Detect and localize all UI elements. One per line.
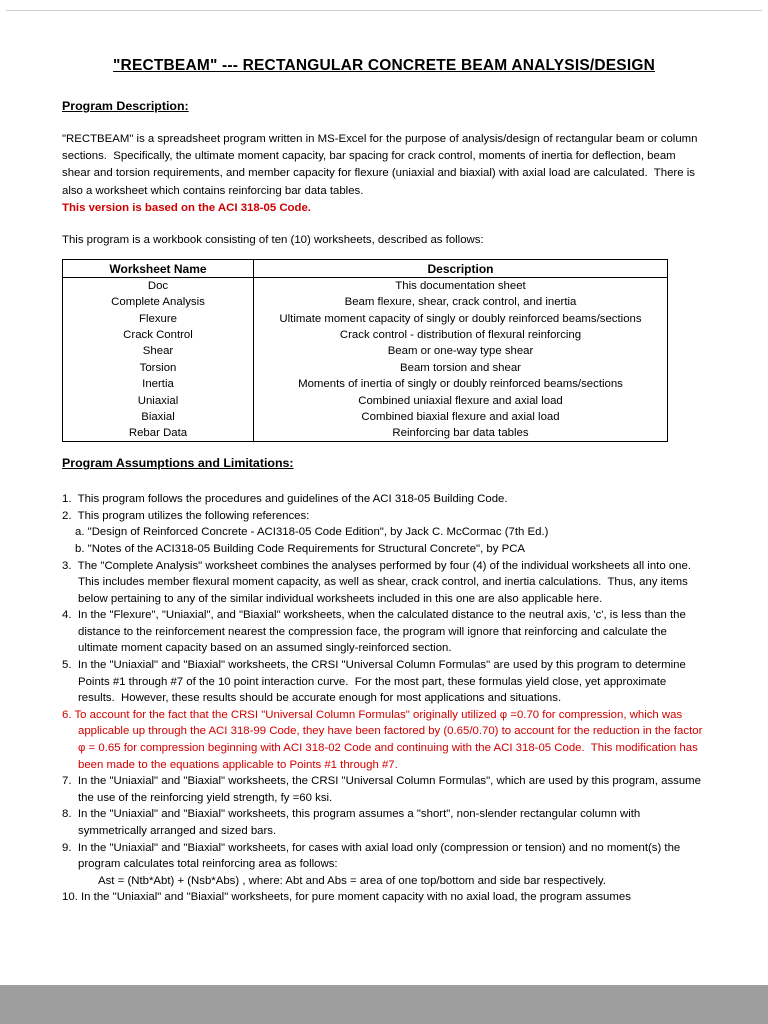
workbook-note: This program is a workbook consisting of ten (10) worksheets, described as follows: (62, 234, 484, 247)
table-row (63, 360, 668, 376)
assumption-item-2: 2. This program utilizes the following references: (62, 509, 310, 522)
table-header-row (63, 260, 668, 278)
version-note: This version is based on the ACI 318-05 Code. (62, 201, 311, 214)
worksheet-description-cell: Reinforcing bar data tables (392, 427, 529, 440)
table-row (63, 311, 668, 327)
table-row (63, 294, 668, 310)
worksheet-name-cell: Uniaxial (63, 392, 254, 408)
worksheet-name-cell: Flexure (63, 311, 254, 327)
assumptions-list (62, 491, 706, 906)
table-row (63, 392, 668, 408)
section-heading-assumptions: Program Assumptions and Limitations: (62, 456, 294, 471)
page-edge-line (6, 10, 762, 11)
assumption-item-8: 8. In the "Uniaxial" and "Biaxial" worksheets, this program assumes a "short", non-slender rectangular column with symmetrically arranged and sized bars. (62, 808, 644, 837)
worksheet-description-cell: Combined biaxial flexure and axial load (361, 411, 560, 424)
worksheet-description-cell: Beam flexure, shear, crack control, and inertia (344, 296, 577, 309)
worksheet-name-cell: Rebar Data (63, 425, 254, 441)
assumption-item-4: 4. In the "Flexure", "Uniaxial", and "Biaxial" worksheets, when the calculated distance to the neutral axis, 'c', is less than the distance to the reinforcement nearest the compression face, the program will ignore that reinforcing and calculate the ultimate moment capacity based on an assumed singly-reinforced section. (62, 609, 689, 655)
worksheet-name-cell: Crack Control (63, 327, 254, 343)
program-description-text: "RECTBEAM" is a spreadsheet program written in MS-Excel for the purpose of analysis/design of rectangular beam or column sections. Specifically, the ultimate moment capacity, bar spacing for crack control, moments of inertia for deflection, beam shear and torsion requirements, and member capacity for flexure (uniaxial and biaxial) with axial load are calculated. There is also a worksheet which contains reinforcing bar data tables. (62, 133, 701, 197)
worksheet-description-cell: This documentation sheet (395, 280, 526, 293)
section-heading-program-description: Program Description: (62, 99, 189, 113)
worksheet-description-cell: Moments of inertia of singly or doubly reinforced beams/sections (298, 378, 623, 391)
assumption-item-2-reference-b: b. "Notes of the ACI318-05 Building Code Requirements for Structural Concrete", by PCA (75, 542, 526, 555)
worksheet-name-cell: Biaxial (63, 409, 254, 425)
column-header-description: Description (254, 260, 668, 278)
worksheet-description-cell: Combined uniaxial flexure and axial load (358, 394, 563, 407)
worksheet-name-cell: Doc (63, 278, 254, 294)
worksheet-name-cell: Torsion (63, 360, 254, 376)
worksheet-name-cell: Shear (63, 343, 254, 359)
assumption-item-10: 10. In the "Uniaxial" and "Biaxial" worksheets, for pure moment capacity with no axial load, the program assumes (62, 891, 631, 904)
worksheet-description-cell: Beam or one-way type shear (387, 345, 534, 358)
page-title: "RECTBEAM" --- RECTANGULAR CONCRETE BEAM ANALYSIS/DESIGN (113, 57, 655, 74)
assumption-item-5: 5. In the "Uniaxial" and "Biaxial" worksheets, the CRSI "Universal Column Formulas" are used by this program to determine Points #1 through #7 of the 10 point interaction curve. For the most part, these formulas yield close, yet approximate results. However, these results should be accurate enough for most applications and situations. (62, 659, 689, 705)
assumption-item-9: 9. In the "Uniaxial" and "Biaxial" worksheets, for cases with axial load only (compression or tension) and no moment(s) the program calculates total reinforcing area as follows: (62, 841, 684, 871)
worksheet-description-cell: Beam torsion and shear (400, 361, 521, 374)
worksheet-name-cell: Inertia (63, 376, 254, 392)
table-row (63, 425, 668, 441)
assumption-item-9-formula: Ast = (Ntb*Abt) + (Nsb*Abs) , where: Abt and Abs = area of one top/bottom and side bar respectively. (98, 874, 606, 887)
table-row (63, 278, 668, 294)
table-row (63, 343, 668, 359)
worksheet-description-cell: Crack control - distribution of flexural reinforcing (339, 329, 582, 342)
assumption-item-1: 1. This program follows the procedures and guidelines of the ACI 318-05 Building Code. (62, 493, 508, 506)
assumption-item-7: 7. In the "Uniaxial" and "Biaxial" worksheets, the CRSI "Universal Column Formulas", which are used by this program, assume the use of the reinforcing yield strength, fy =60 ksi. (62, 775, 705, 804)
assumption-item-2-reference-a: a. "Design of Reinforced Concrete - ACI318-05 Code Edition", by Jack C. McCormac (7th Ed.) (75, 526, 549, 539)
assumption-item-6: 6. To account for the fact that the CRSI "Universal Column Formulas" originally utilized φ =0.70 for compression, which was applicable up through the ACI 318-99 Code, they have been factored by (0.65/0.70) to account for the reduction in the factor φ = 0.65 for compression beginning with ACI 318-02 Code and continuing with the ACI 318-05 Code. This modification has been made to the equations applicable to Points #1 through #7. (62, 708, 706, 771)
table-row (63, 327, 668, 343)
column-header-worksheet-name: Worksheet Name (63, 260, 254, 278)
assumption-item-3: 3. The "Complete Analysis" worksheet combines the analyses performed by four (4) of the individual worksheets all into one. This includes member flexural moment capacity, as well as shear, crack control, and inertia calculations. Thus, any items below pertaining to any of the similar individual worksheets included in this one are also applicable here. (62, 559, 698, 605)
worksheet-name-cell: Complete Analysis (63, 294, 254, 310)
table-row (63, 409, 668, 425)
worksheet-description-cell: Ultimate moment capacity of singly or doubly reinforced beams/sections (279, 312, 642, 325)
table-row (63, 376, 668, 392)
worksheets-table (62, 259, 668, 442)
